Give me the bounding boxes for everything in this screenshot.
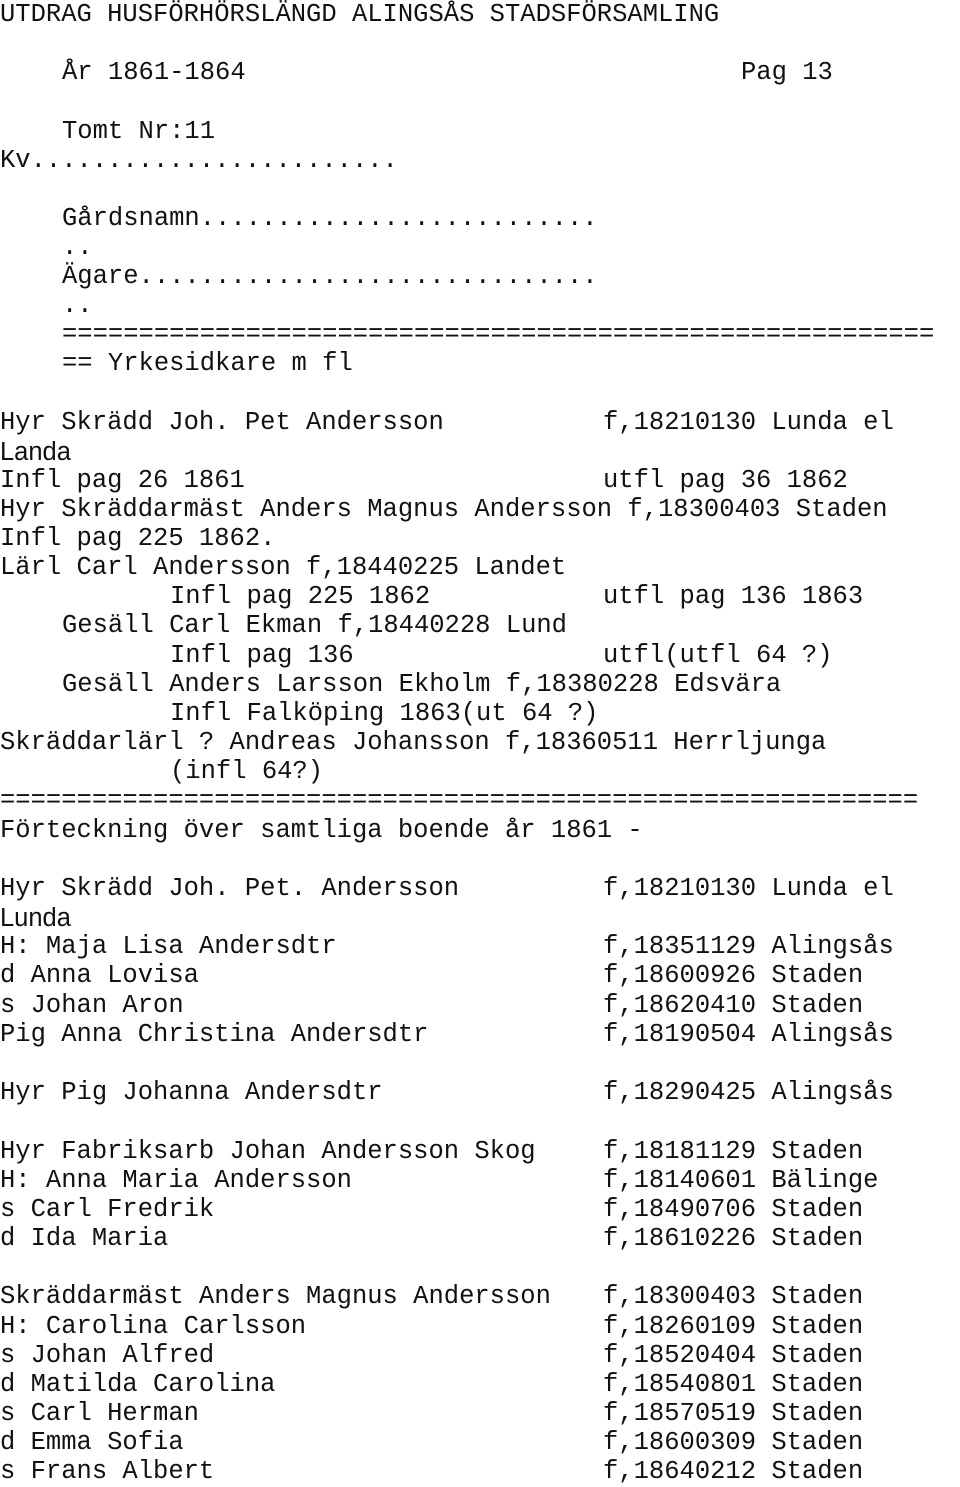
list-item-detail: f,18210130 Lunda el — [603, 408, 894, 437]
year-range: År 1861-1864 — [62, 58, 246, 87]
table-row-name: Hyr Pig Johanna Andersdtr — [0, 1078, 383, 1107]
table-row-name: Lunda — [0, 904, 71, 932]
list-item: Gesäll Anders Larsson Ekholm f,18380228 Edsvära — [62, 670, 782, 699]
gardsnamn-field-cont: .. — [62, 233, 93, 262]
table-row-name: s Carl Herman — [0, 1399, 199, 1428]
table-row-birth: f,18490706 Staden — [603, 1195, 864, 1224]
list-item: (infl 64?) — [170, 757, 324, 786]
list-item-detail: utfl pag 36 1862 — [603, 466, 848, 495]
table-row-birth: f,18640212 Staden — [603, 1457, 864, 1486]
table-row-birth: f,18210130 Lunda el — [603, 874, 894, 903]
list-item: Lärl Carl Andersson f,18440225 Landet — [0, 553, 567, 582]
table-row-name: H: Carolina Carlsson — [0, 1312, 307, 1341]
table-row-name: s Johan Alfred — [0, 1341, 215, 1370]
separator-line: ========================================================= — [62, 320, 935, 349]
list-item: Infl pag 225 1862. — [0, 524, 276, 553]
table-row-name: d Emma Sofia — [0, 1428, 184, 1457]
table-row-birth: f,18610226 Staden — [603, 1224, 864, 1253]
table-row-name: s Johan Aron — [0, 991, 184, 1020]
agare-field: Ägare.............................. — [62, 262, 598, 291]
table-row-birth: f,18600926 Staden — [603, 961, 864, 990]
table-row-birth: f,18300403 Staden — [603, 1282, 864, 1311]
page-number: Pag 13 — [741, 58, 833, 87]
list-item: Skräddarlärl ? Andreas Johansson f,18360511 Herrljunga — [0, 728, 827, 757]
table-row-name: Hyr Fabriksarb Johan Andersson Skog — [0, 1137, 536, 1166]
table-row-name: s Carl Fredrik — [0, 1195, 215, 1224]
list-item: Landa — [0, 438, 71, 466]
kv-field: Kv........................ — [0, 146, 398, 175]
agare-field-cont: .. — [62, 291, 93, 320]
list-item: Hyr Skräddarmäst Anders Magnus Andersson f,18300403 Staden — [0, 495, 888, 524]
table-row-name: s Frans Albert — [0, 1457, 215, 1486]
table-row-name: Hyr Skrädd Joh. Pet. Andersson — [0, 874, 460, 903]
table-row-name: Pig Anna Christina Andersdtr — [0, 1020, 429, 1049]
section-heading-yrkesidkare: == Yrkesidkare m fl — [62, 349, 353, 378]
section-heading-forteckning: Förteckning över samtliga boende år 1861 - — [0, 816, 643, 845]
list-item: Infl pag 225 1862 — [170, 582, 431, 611]
document-title: UTDRAG HUSFÖRHÖRSLÄNGD ALINGSÅS STADSFÖRSAMLING — [0, 0, 720, 29]
table-row-name: d Matilda Carolina — [0, 1370, 276, 1399]
table-row-birth: f,18181129 Staden — [603, 1137, 864, 1166]
list-item: Infl Falköping 1863(ut 64 ?) — [170, 699, 599, 728]
table-row-birth: f,18351129 Alingsås — [603, 932, 894, 961]
list-item: Infl pag 136 — [170, 641, 354, 670]
table-row-birth: f,18570519 Staden — [603, 1399, 864, 1428]
list-item: Hyr Skrädd Joh. Pet Andersson — [0, 408, 444, 437]
table-row-birth: f,18290425 Alingsås — [603, 1078, 894, 1107]
table-row-name: Skräddarmäst Anders Magnus Andersson — [0, 1282, 551, 1311]
table-row-birth: f,18190504 Alingsås — [603, 1020, 894, 1049]
table-row-name: H: Anna Maria Andersson — [0, 1166, 352, 1195]
table-row-name: d Ida Maria — [0, 1224, 169, 1253]
separator-line: ============================================================ — [0, 786, 919, 815]
table-row-birth: f,18260109 Staden — [603, 1312, 864, 1341]
tomt-number: Tomt Nr:11 — [62, 117, 216, 146]
gardsnamn-field: Gårdsnamn.......................... — [62, 204, 598, 233]
table-row-name: H: Maja Lisa Andersdtr — [0, 932, 337, 961]
table-row-birth: f,18140601 Bälinge — [603, 1166, 879, 1195]
table-row-birth: f,18540801 Staden — [603, 1370, 864, 1399]
list-item: Gesäll Carl Ekman f,18440228 Lund — [62, 611, 567, 640]
table-row-birth: f,18620410 Staden — [603, 991, 864, 1020]
list-item-detail: utfl pag 136 1863 — [603, 582, 864, 611]
table-row-birth: f,18600309 Staden — [603, 1428, 864, 1457]
list-item-detail: utfl(utfl 64 ?) — [603, 641, 833, 670]
table-row-name: d Anna Lovisa — [0, 961, 199, 990]
table-row-birth: f,18520404 Staden — [603, 1341, 864, 1370]
list-item: Infl pag 26 1861 — [0, 466, 245, 495]
